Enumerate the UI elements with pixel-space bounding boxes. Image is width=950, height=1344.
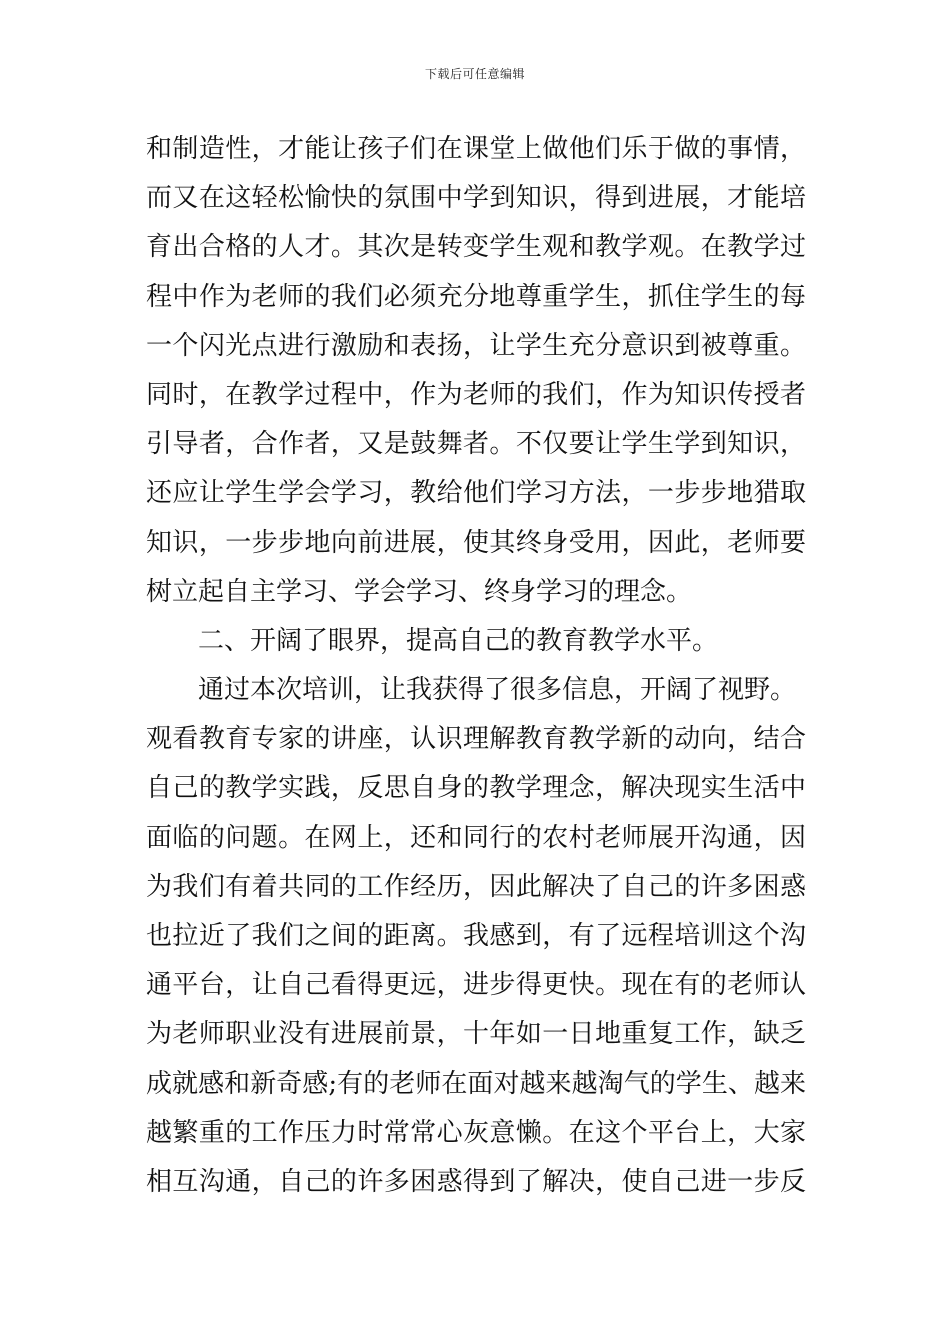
text-line: 通平台，让自己看得更远，进步得更快。现在有的老师认 [146, 970, 806, 1001]
text-line: 一个闪光点进行激励和表扬，让学生充分意识到被尊重。 [146, 330, 806, 361]
text-line: 树立起自主学习、学会学习、终身学习的理念。 [146, 576, 693, 607]
document-body [146, 125, 806, 1207]
text-line: 为我们有着共同的工作经历，因此解决了自己的许多困惑 [146, 871, 806, 902]
text-line: 育出合格的人才。其次是转变学生观和教学观。在教学过 [146, 232, 806, 263]
text-line: 同时，在教学过程中，作为老师的我们，作为知识传授者 [146, 379, 806, 410]
text-line: 自己的教学实践，反思自身的教学理念，解决现实生活中 [146, 773, 806, 804]
paragraph-first-line: 通过本次培训，让我获得了很多信息，开阔了视野。 [198, 675, 797, 706]
section-heading: 二、开阔了眼界，提高自己的教育教学水平。 [198, 625, 719, 656]
text-line: 越繁重的工作压力时常常心灰意懒。在这个平台上，大家 [146, 1117, 806, 1148]
text-line: 相互沟通，自己的许多困惑得到了解决，使自己进一步反 [146, 1166, 806, 1197]
page-header: 下载后可任意编辑 [424, 67, 525, 81]
text-line: 和制造性，才能让孩子们在课堂上做他们乐于做的事情， [146, 134, 806, 164]
text-line: 面临的问题。在网上，还和同行的农村老师展开沟通，因 [146, 822, 806, 853]
text-line: 也拉近了我们之间的距离。我感到，有了远程培训这个沟 [146, 921, 806, 951]
text-line: 观看教育专家的讲座，认识理解教育教学新的动向，结合 [146, 724, 806, 755]
text-line: 程中作为老师的我们必须充分地尊重学生，抓住学生的每 [146, 281, 806, 312]
text-line: 还应让学生学会学习，教给他们学习方法，一步步地猎取 [146, 478, 806, 509]
text-line: 为老师职业没有进展前景，十年如一日地重复工作，缺乏 [146, 1019, 806, 1050]
text-line: 引导者，合作者，又是鼓舞者。不仅要让学生学到知识， [146, 429, 806, 460]
text-line: 知识，一步步地向前进展，使其终身受用，因此，老师要 [146, 527, 806, 558]
text-line: 而又在这轻松愉快的氛围中学到知识，得到进展，才能培 [146, 183, 806, 214]
text-line: 成就感和新奇感;有的老师在面对越来越淘气的学生、越来 [146, 1068, 806, 1099]
